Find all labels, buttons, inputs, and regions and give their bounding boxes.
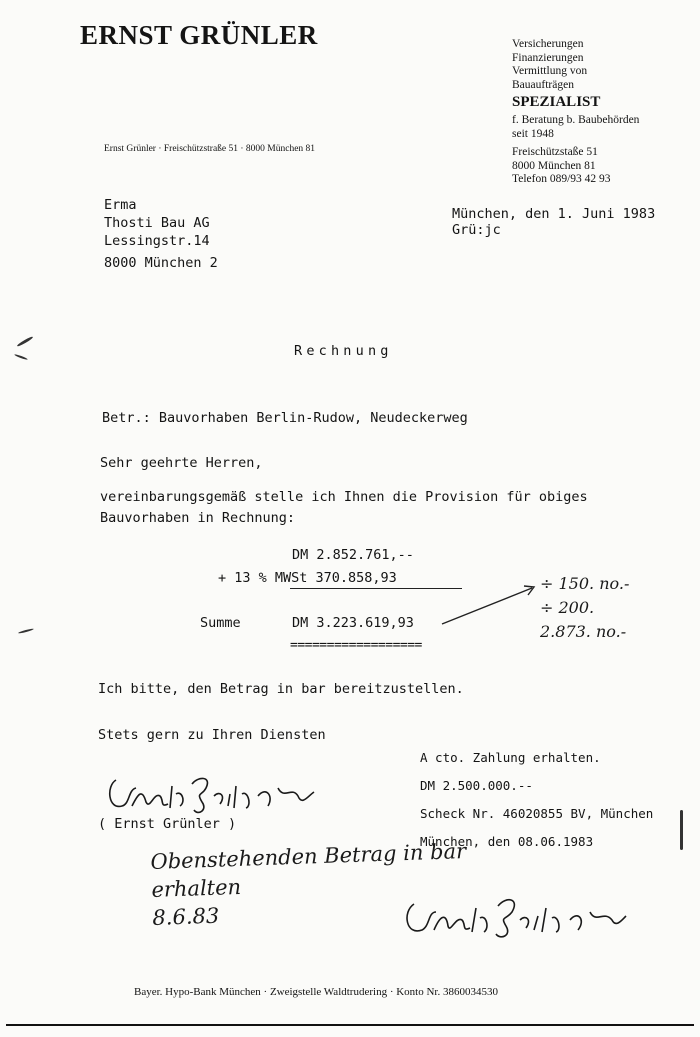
receipt-line: erhalten <box>151 874 242 902</box>
bottom-border <box>6 1024 694 1026</box>
service-item: Versicherungen <box>512 38 584 50</box>
reference-code: Grü:jc <box>452 222 501 238</box>
handwritten-calculation <box>540 572 629 644</box>
service-item: Bauaufträgen <box>512 78 574 91</box>
scan-artifact <box>680 810 683 850</box>
service-item: Finanzierungen <box>512 51 584 64</box>
note-date: München, den 08.06.1983 <box>420 834 594 849</box>
specialist-line: seit 1948 <box>512 127 554 140</box>
double-underline: ================== <box>290 638 422 653</box>
service-item: Vermittlung von <box>512 65 588 77</box>
sum-divider <box>290 588 462 589</box>
signer-name: ( Ernst Grünler ) <box>98 816 237 832</box>
scan-artifact <box>14 354 28 361</box>
vat-amount: + 13 % MWSt 370.858,93 <box>218 570 397 586</box>
note-line: A cto. Zahlung erhalten. <box>420 750 601 765</box>
net-amount: DM 2.852.761,-- <box>292 547 414 563</box>
specialist-line: f. Beratung b. Baubehörden <box>512 114 640 126</box>
subject-line: Betr.: Bauvorhaben Berlin-Rudow, Neudeckerweg <box>102 410 468 426</box>
contact-city: 8000 München 81 <box>512 159 596 172</box>
calc-line: ÷ 200. <box>540 598 595 617</box>
date-block <box>452 206 655 238</box>
recipient-line: Lessingstr.14 <box>104 233 210 249</box>
sum-value: DM 3.223.619,93 <box>292 615 414 631</box>
specialist-subtitle <box>512 114 639 141</box>
handwritten-arrow <box>440 580 540 628</box>
contact-phone: Telefon 089/93 42 93 <box>512 173 611 185</box>
document-title: Rechnung <box>294 343 393 359</box>
salutation: Sehr geehrte Herren, <box>100 455 263 471</box>
note-cheque: Scheck Nr. 46020855 BV, München <box>420 806 654 821</box>
bank-details: Bayer. Hypo-Bank München · Zweigstelle Waldtrudering · Konto Nr. 3860034530 <box>134 986 498 998</box>
specialist-heading: SPEZIALIST <box>512 94 601 110</box>
sum-label: Summe <box>200 615 241 631</box>
date-line: München, den 1. Juni 1983 <box>452 206 656 222</box>
scan-artifact <box>16 336 33 348</box>
receipt-signature-scribble <box>400 886 630 942</box>
recipient-line: 8000 München 2 <box>104 255 218 271</box>
body-line: vereinbarungsgemäß stelle ich Ihnen die Provision für obiges <box>100 489 588 505</box>
recipient-address <box>104 196 218 272</box>
body-line: Bauvorhaben in Rechnung: <box>100 510 296 526</box>
contact-block <box>512 146 611 187</box>
contact-street: Freischützstaße 51 <box>512 146 598 158</box>
receipt-date: 8.6.83 <box>152 903 220 930</box>
scan-artifact <box>18 628 34 634</box>
payment-request: Ich bitte, den Betrag in bar bereitzustellen. <box>98 681 464 697</box>
recipient-line: Thosti Bau AG <box>104 215 210 231</box>
services-list <box>512 38 587 92</box>
sender-return-address: Ernst Grünler · Freischützstraße 51 · 8000 München 81 <box>104 144 316 154</box>
calc-total: 2.873. no.- <box>540 622 627 641</box>
body-text <box>100 487 588 529</box>
receipt-line: Obenstehenden Betrag in bar <box>150 838 467 874</box>
company-name: ERNST GRÜNLER <box>80 20 318 50</box>
calc-line: ÷ 150. no.- <box>540 574 630 593</box>
recipient-line: Erma <box>104 197 137 213</box>
note-amount: DM 2.500.000.-- <box>420 778 533 793</box>
signature-scribble <box>102 766 322 818</box>
closing-phrase: Stets gern zu Ihren Diensten <box>98 727 326 743</box>
